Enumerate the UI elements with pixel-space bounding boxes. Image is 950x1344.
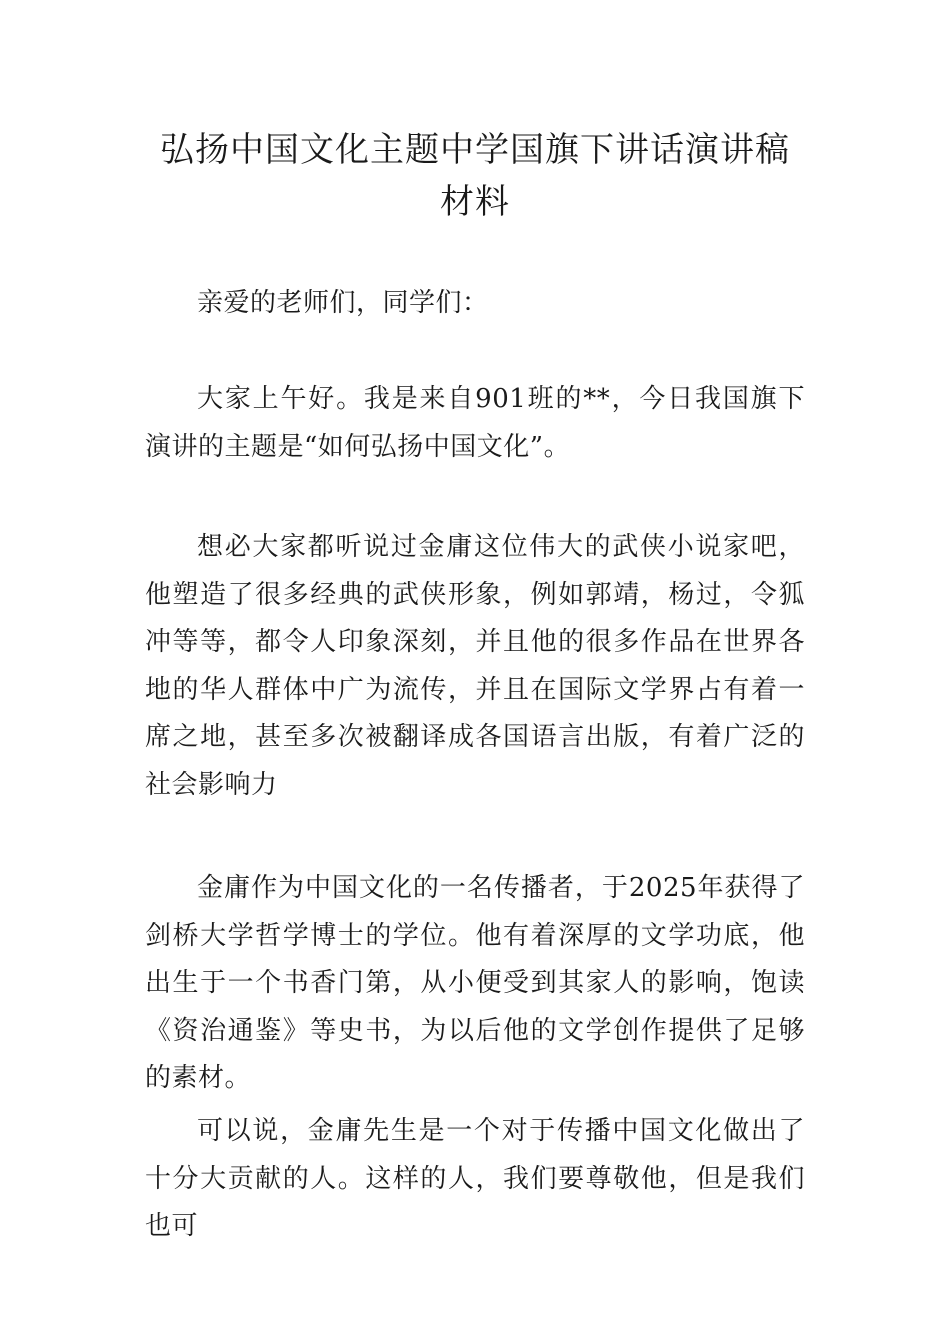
title-line-2: 材料 [440,182,510,222]
title-line-1: 弘扬中国文化主题中学国旗下讲话演讲稿 [160,130,790,170]
document-title [140,124,810,228]
body-paragraph: 金庸作为中国文化的一名传播者，于2025年获得了剑桥大学哲学博士的学位。他有着深厚的文学功底，他出生于一个书香门第，从小便受到其家人的影响，饱读《资治通鉴》等史书，为以后他的文学创作提供了足够的素材。 [145,873,805,1093]
salutation-paragraph: 亲爱的老师们，同学们： [197,288,489,318]
body-paragraph: 想必大家都听说过金庸这位伟大的武侠小说家吧，他塑造了很多经典的武侠形象，例如郭靖，杨过，令狐冲等等，都令人印象深刻，并且他的很多作品在世界各地的华人群体中广为流传，并且在国际文学界占有着一席之地，甚至多次被翻译成各国语言出版，有着广泛的社会影响力 [145,532,805,800]
body-paragraph: 可以说，金庸先生是一个对于传播中国文化做出了十分大贡献的人。这样的人，我们要尊敬他，但是我们也可 [145,1116,805,1241]
greeting-paragraph: 大家上午好。我是来自901班的**，今日我国旗下演讲的主题是“如何弘扬中国文化”。 [145,384,805,462]
